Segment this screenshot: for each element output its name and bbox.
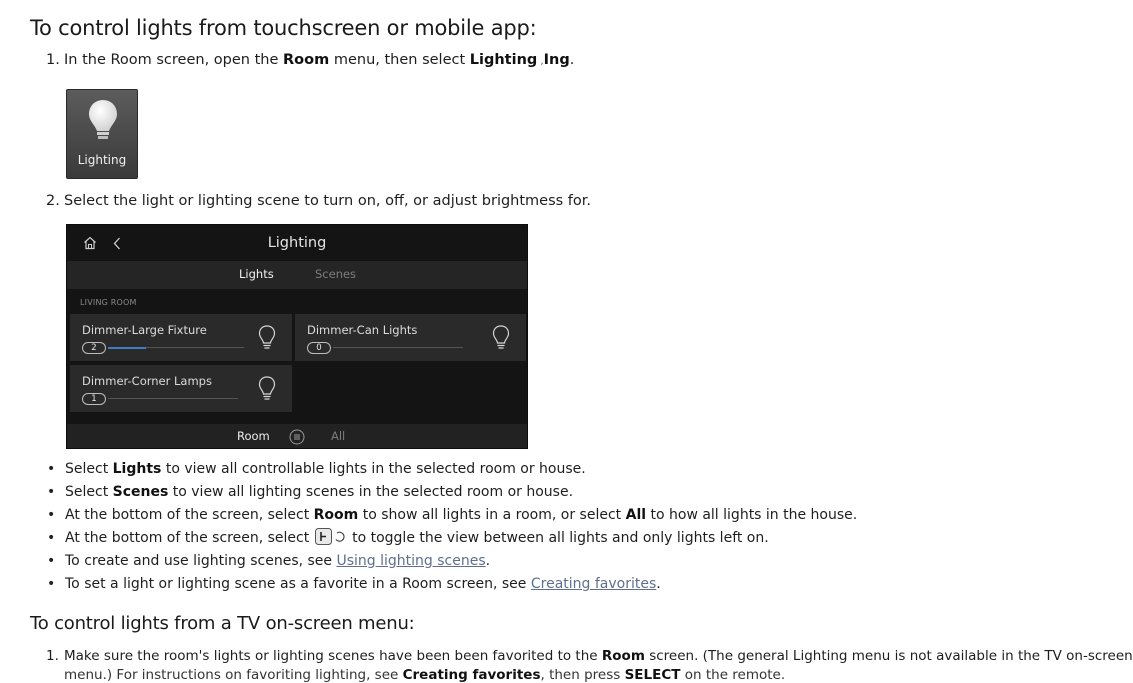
- bullet-text: .: [485, 553, 491, 569]
- all-toggle[interactable]: All: [331, 429, 346, 443]
- step-number: 1.: [46, 648, 59, 664]
- screen-tabs: [67, 261, 527, 289]
- step-text: screen. (The general Lighting menu is not available in the TV on-screen: [644, 648, 1133, 664]
- bullet-bold: Scenes: [112, 484, 169, 500]
- list-item: [46, 574, 857, 597]
- bullet-list: [46, 459, 857, 597]
- step-text: menu.) For instructions on favoriting lighting, see: [64, 667, 403, 683]
- select-bold: SELECT: [624, 667, 681, 683]
- lighting-tile-label: Lighting: [77, 153, 127, 167]
- heading-tv-menu: To control lights from a TV on-screen menu:: [30, 613, 415, 634]
- level-badge: 0: [307, 342, 331, 354]
- light-card-can-lights[interactable]: [295, 314, 526, 361]
- screen-header: [67, 225, 527, 261]
- list-toggle-icon[interactable]: [289, 429, 305, 445]
- bullet-text: At the bottom of the screen, select: [65, 507, 314, 523]
- favorites-bold: Creating favorites: [402, 667, 541, 683]
- room-bold: Room: [601, 648, 645, 664]
- light-name: Dimmer-Large Fixture: [82, 323, 207, 337]
- bullet-text: to view all lighting scenes in the selected room or house.: [168, 484, 574, 500]
- step-text: .: [569, 52, 575, 68]
- lighting-bold: Lighting: [469, 52, 538, 68]
- list-item: [46, 482, 857, 505]
- lighting-tile[interactable]: [66, 89, 138, 179]
- brightness-slider[interactable]: [108, 398, 238, 399]
- step-text: on the remote.: [680, 667, 786, 683]
- room-label: LIVING ROOM: [80, 298, 137, 307]
- bullet-text: to how all lights in the house.: [646, 507, 858, 523]
- tv-step-1-line2: [64, 667, 785, 683]
- bullet-text: At the bottom of the screen, select: [65, 530, 314, 546]
- lightbulb-icon[interactable]: [492, 325, 510, 351]
- light-card-corner-lamps[interactable]: [70, 365, 292, 412]
- step-2: [46, 193, 591, 209]
- brightness-slider[interactable]: [108, 347, 244, 348]
- slider-fill: [108, 347, 146, 349]
- list-item: [46, 459, 857, 482]
- lightbulb-icon[interactable]: [258, 325, 276, 351]
- bullet-bold: Lights: [112, 461, 162, 477]
- bullet-text: To set a light or lighting scene as a favorite in a Room screen, see: [65, 576, 531, 592]
- brightness-slider[interactable]: [333, 347, 463, 348]
- bullet-text: to view all controllable lights in the selected room or house.: [161, 461, 586, 477]
- level-badge: 1: [82, 393, 106, 405]
- step-text: Make sure the room's lights or lighting scenes have been been favorited to the: [64, 648, 602, 664]
- step-number: 1.: [46, 52, 60, 68]
- list-item: [46, 505, 857, 528]
- screen-bottom-bar: [67, 424, 527, 448]
- heading-touchscreen: To control lights from touchscreen or mobile app:: [30, 16, 537, 40]
- bullet-text: to show all lights in a room, or select: [358, 507, 626, 523]
- tv-step-1: [46, 648, 1133, 664]
- list-item: [46, 528, 857, 551]
- bullet-text: To create and use lighting scenes, see: [65, 553, 337, 569]
- level-badge: 2: [82, 342, 106, 354]
- light-card-large-fixture[interactable]: [70, 314, 292, 361]
- ing-bold: Ing: [543, 52, 570, 68]
- step-text: Select the light or lighting scene to turn on, off, or adjust brightmess for.: [64, 193, 592, 209]
- lightbulb-icon[interactable]: [258, 376, 276, 402]
- list-item: [46, 551, 857, 574]
- light-name: Dimmer-Can Lights: [307, 323, 418, 337]
- room-toggle[interactable]: Room: [237, 429, 270, 443]
- screen-title: Lighting: [267, 235, 327, 251]
- light-name: Dimmer-Corner Lamps: [82, 374, 212, 388]
- step-text: In the Room screen, open the: [64, 52, 284, 68]
- step-text: ,: [537, 56, 544, 67]
- step-1: [46, 52, 574, 68]
- step-number: 2.: [46, 193, 60, 209]
- room-bold: Room: [283, 52, 330, 68]
- link-using-lighting-scenes[interactable]: Using lighting scenes: [336, 553, 486, 569]
- view-toggle-icon: [315, 528, 347, 545]
- bullet-bold: Room: [313, 507, 359, 523]
- tab-scenes[interactable]: Scenes: [315, 267, 357, 281]
- lighting-screen: [66, 224, 528, 449]
- link-creating-favorites[interactable]: Creating favorites: [530, 576, 657, 592]
- bullet-text: Select: [65, 484, 113, 500]
- step-text: , then press: [540, 667, 625, 683]
- bullet-text: to toggle the view between all lights and only lights left on.: [347, 530, 769, 546]
- bullet-text: Select: [65, 461, 113, 477]
- step-text: menu, then select: [329, 52, 470, 68]
- bullet-text: .: [656, 576, 661, 592]
- lightbulb-icon: [88, 99, 118, 145]
- tab-lights[interactable]: Lights: [239, 267, 274, 281]
- bullet-bold: All: [625, 507, 647, 523]
